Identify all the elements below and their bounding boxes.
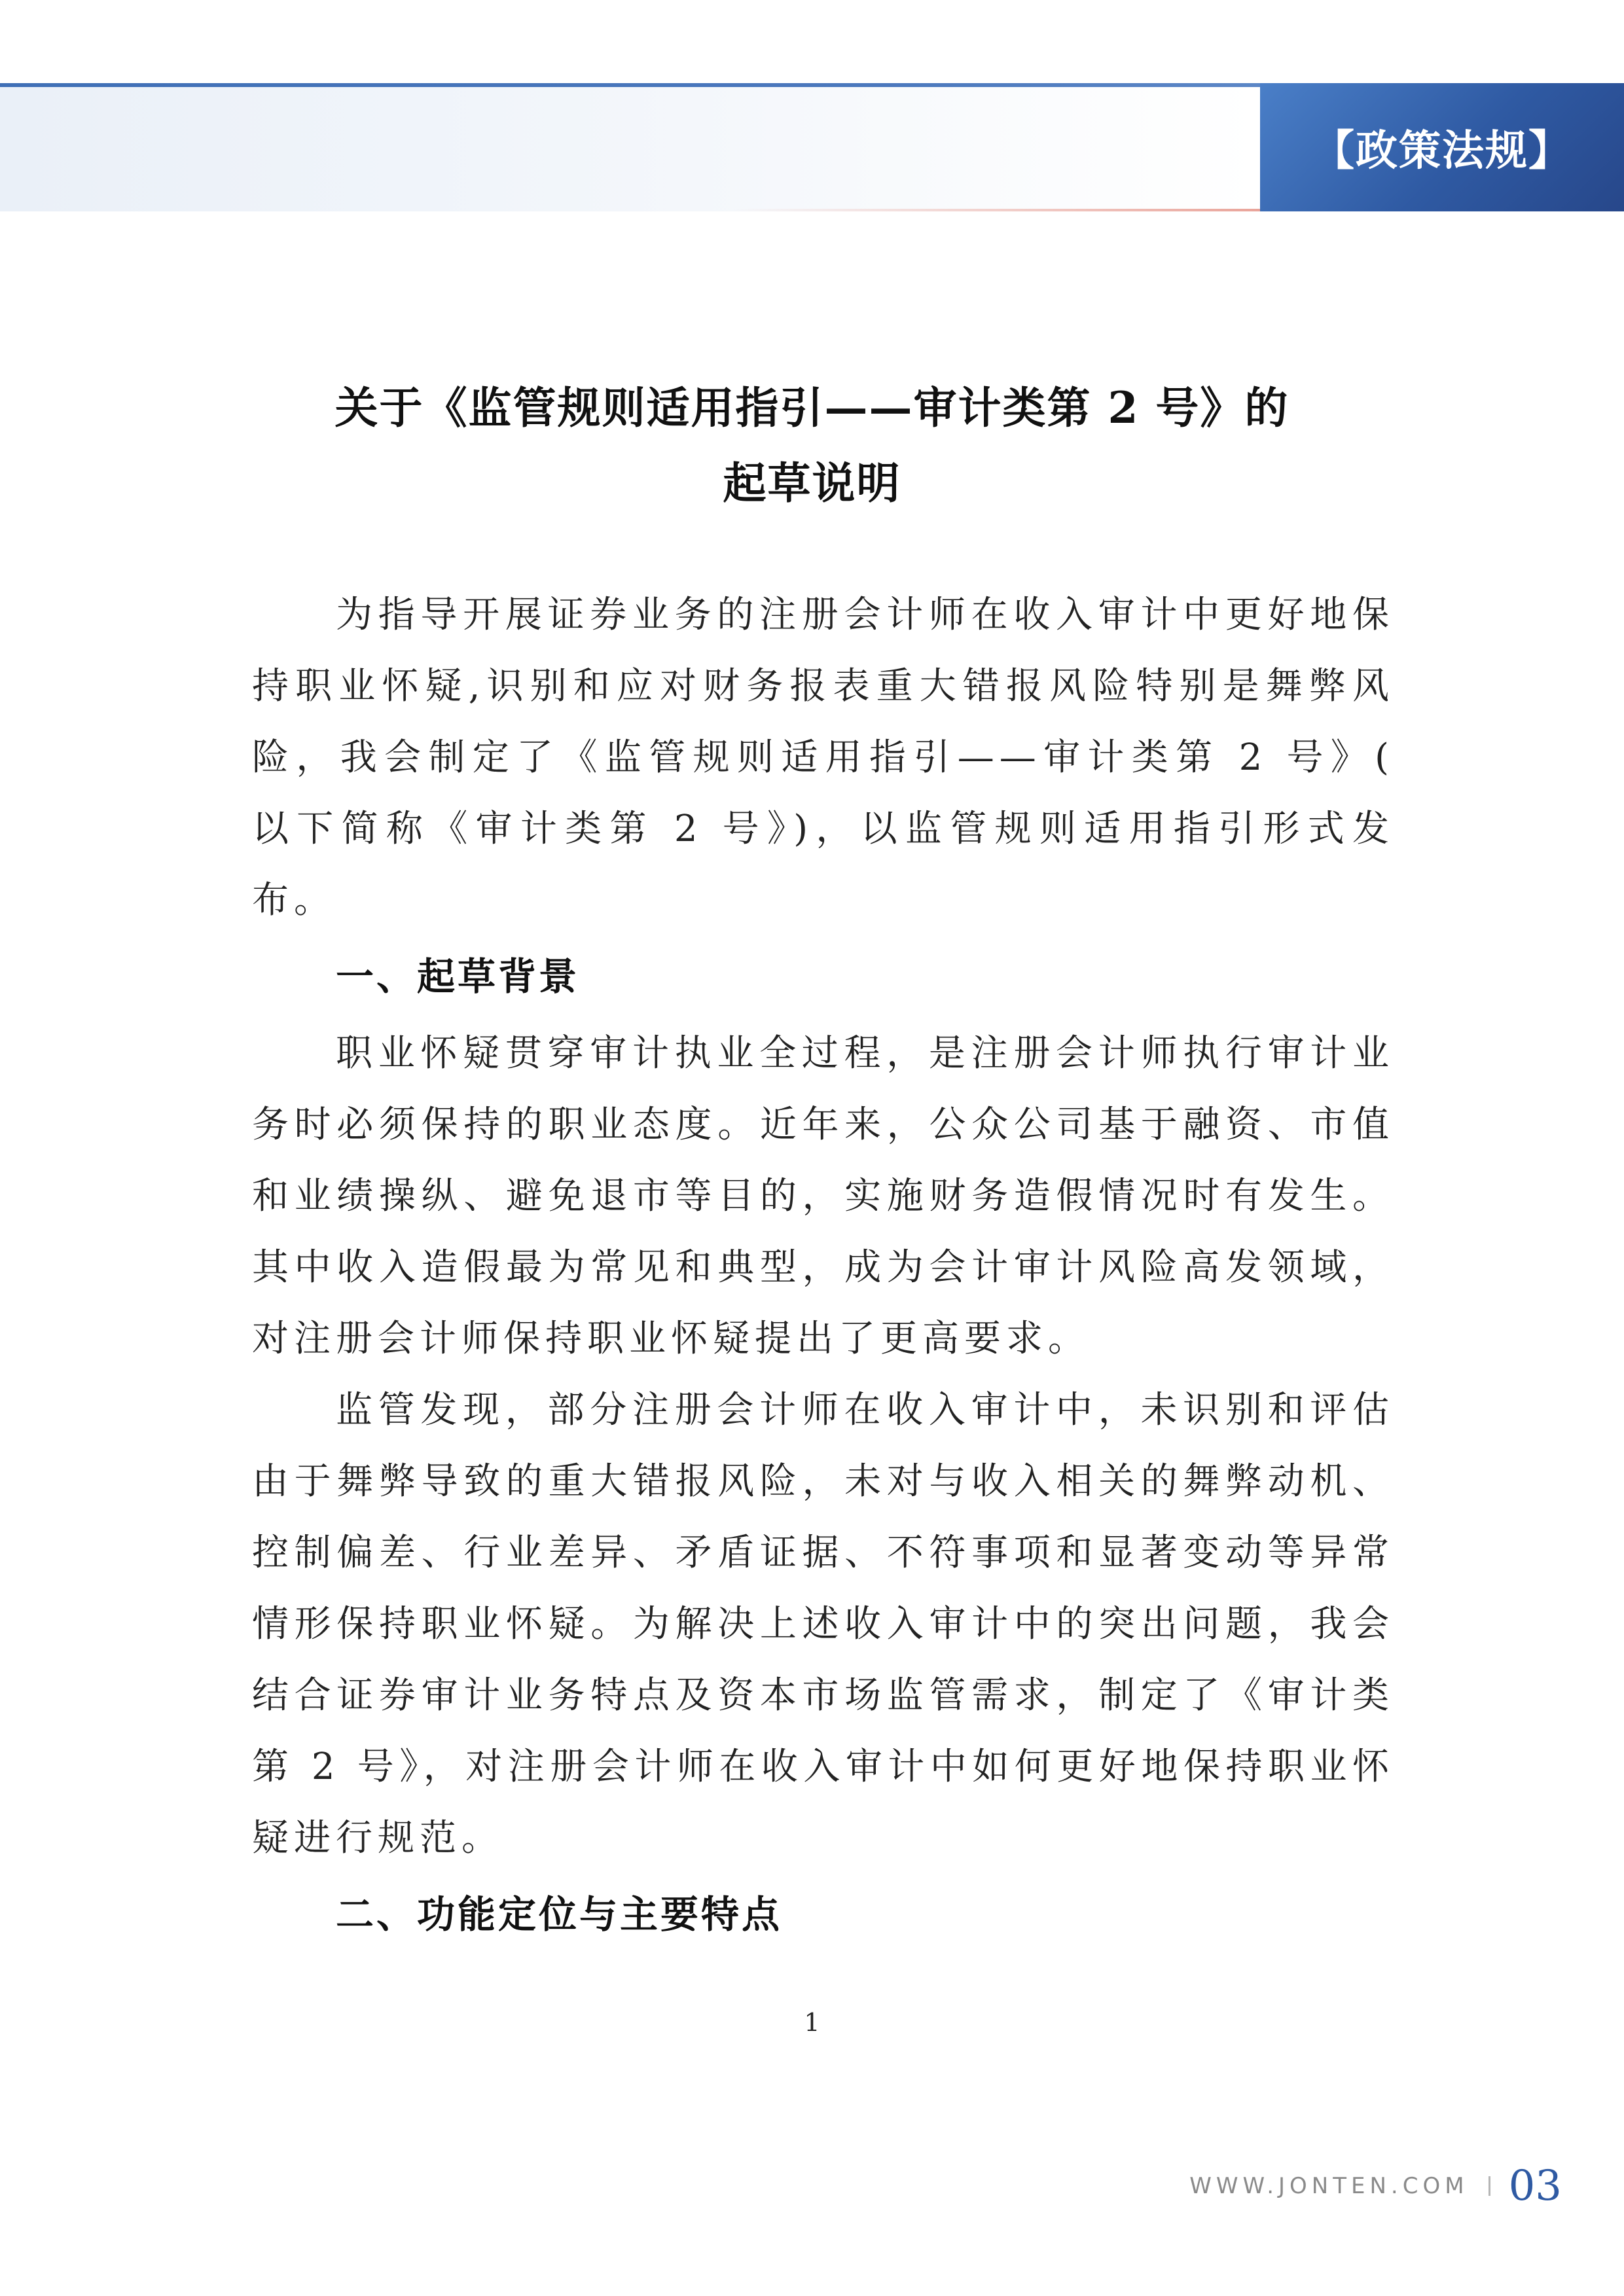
body-paragraph: 监管发现，部分注册会计师在收入审计中，未识别和评估由于舞弊导致的重大错报风险，未对与收入相关的舞弊动机、控制偏差、行业差异、矛盾证据、不符事项和显著变动等异常情形保持职业怀疑。为解决上述收入审计中的突出问题，我会结合证券审计业务特点及资本市场监管需求，制定了《审计类第 2 号》，对注册会计师在收入审计中如何更好地保持职业怀疑进行规范。 — [252, 1389, 1394, 1859]
document-title-line-1: 关于《监管规则适用指引——审计类第 2 号》的 — [334, 382, 1290, 433]
section-heading: 二、功能定位与主要特点 — [336, 1892, 783, 1937]
section-heading: 一、起草背景 — [336, 954, 580, 999]
category-tab — [1260, 83, 1624, 211]
document-body — [252, 579, 1394, 1956]
document-title-line-2: 起草说明 — [723, 457, 901, 509]
category-label: 【政策法规】 — [1312, 126, 1572, 175]
footer-divider — [1489, 2176, 1490, 2196]
header-band — [0, 87, 1260, 211]
footer-folio: 03 — [1508, 2162, 1562, 2210]
footer-website: WWW.JONTEN.COM — [1189, 2173, 1469, 2199]
body-paragraph: 为指导开展证券业务的注册会计师在收入审计中更好地保持职业怀疑,识别和应对财务报表重大错报风险特别是舞弊风险，我会制定了《监管规则适用指引——审计类第 2 号》( 以下简称《审计类第 2 号》)，以监管规则适用指引形式发布。 — [252, 594, 1394, 922]
header-red-rule — [733, 209, 1260, 211]
page-number: 1 — [804, 2008, 820, 2037]
footer — [1189, 2163, 1562, 2209]
body-paragraph: 职业怀疑贯穿审计执业全过程，是注册会计师执行审计业务时必须保持的职业态度。近年来，公众公司基于融资、市值和业绩操纵、避免退市等目的，实施财务造假情况时有发生。其中收入造假最为常见和典型，成为会计审计风险高发领域，对注册会计师保持职业怀疑提出了更高要求。 — [252, 1032, 1394, 1360]
